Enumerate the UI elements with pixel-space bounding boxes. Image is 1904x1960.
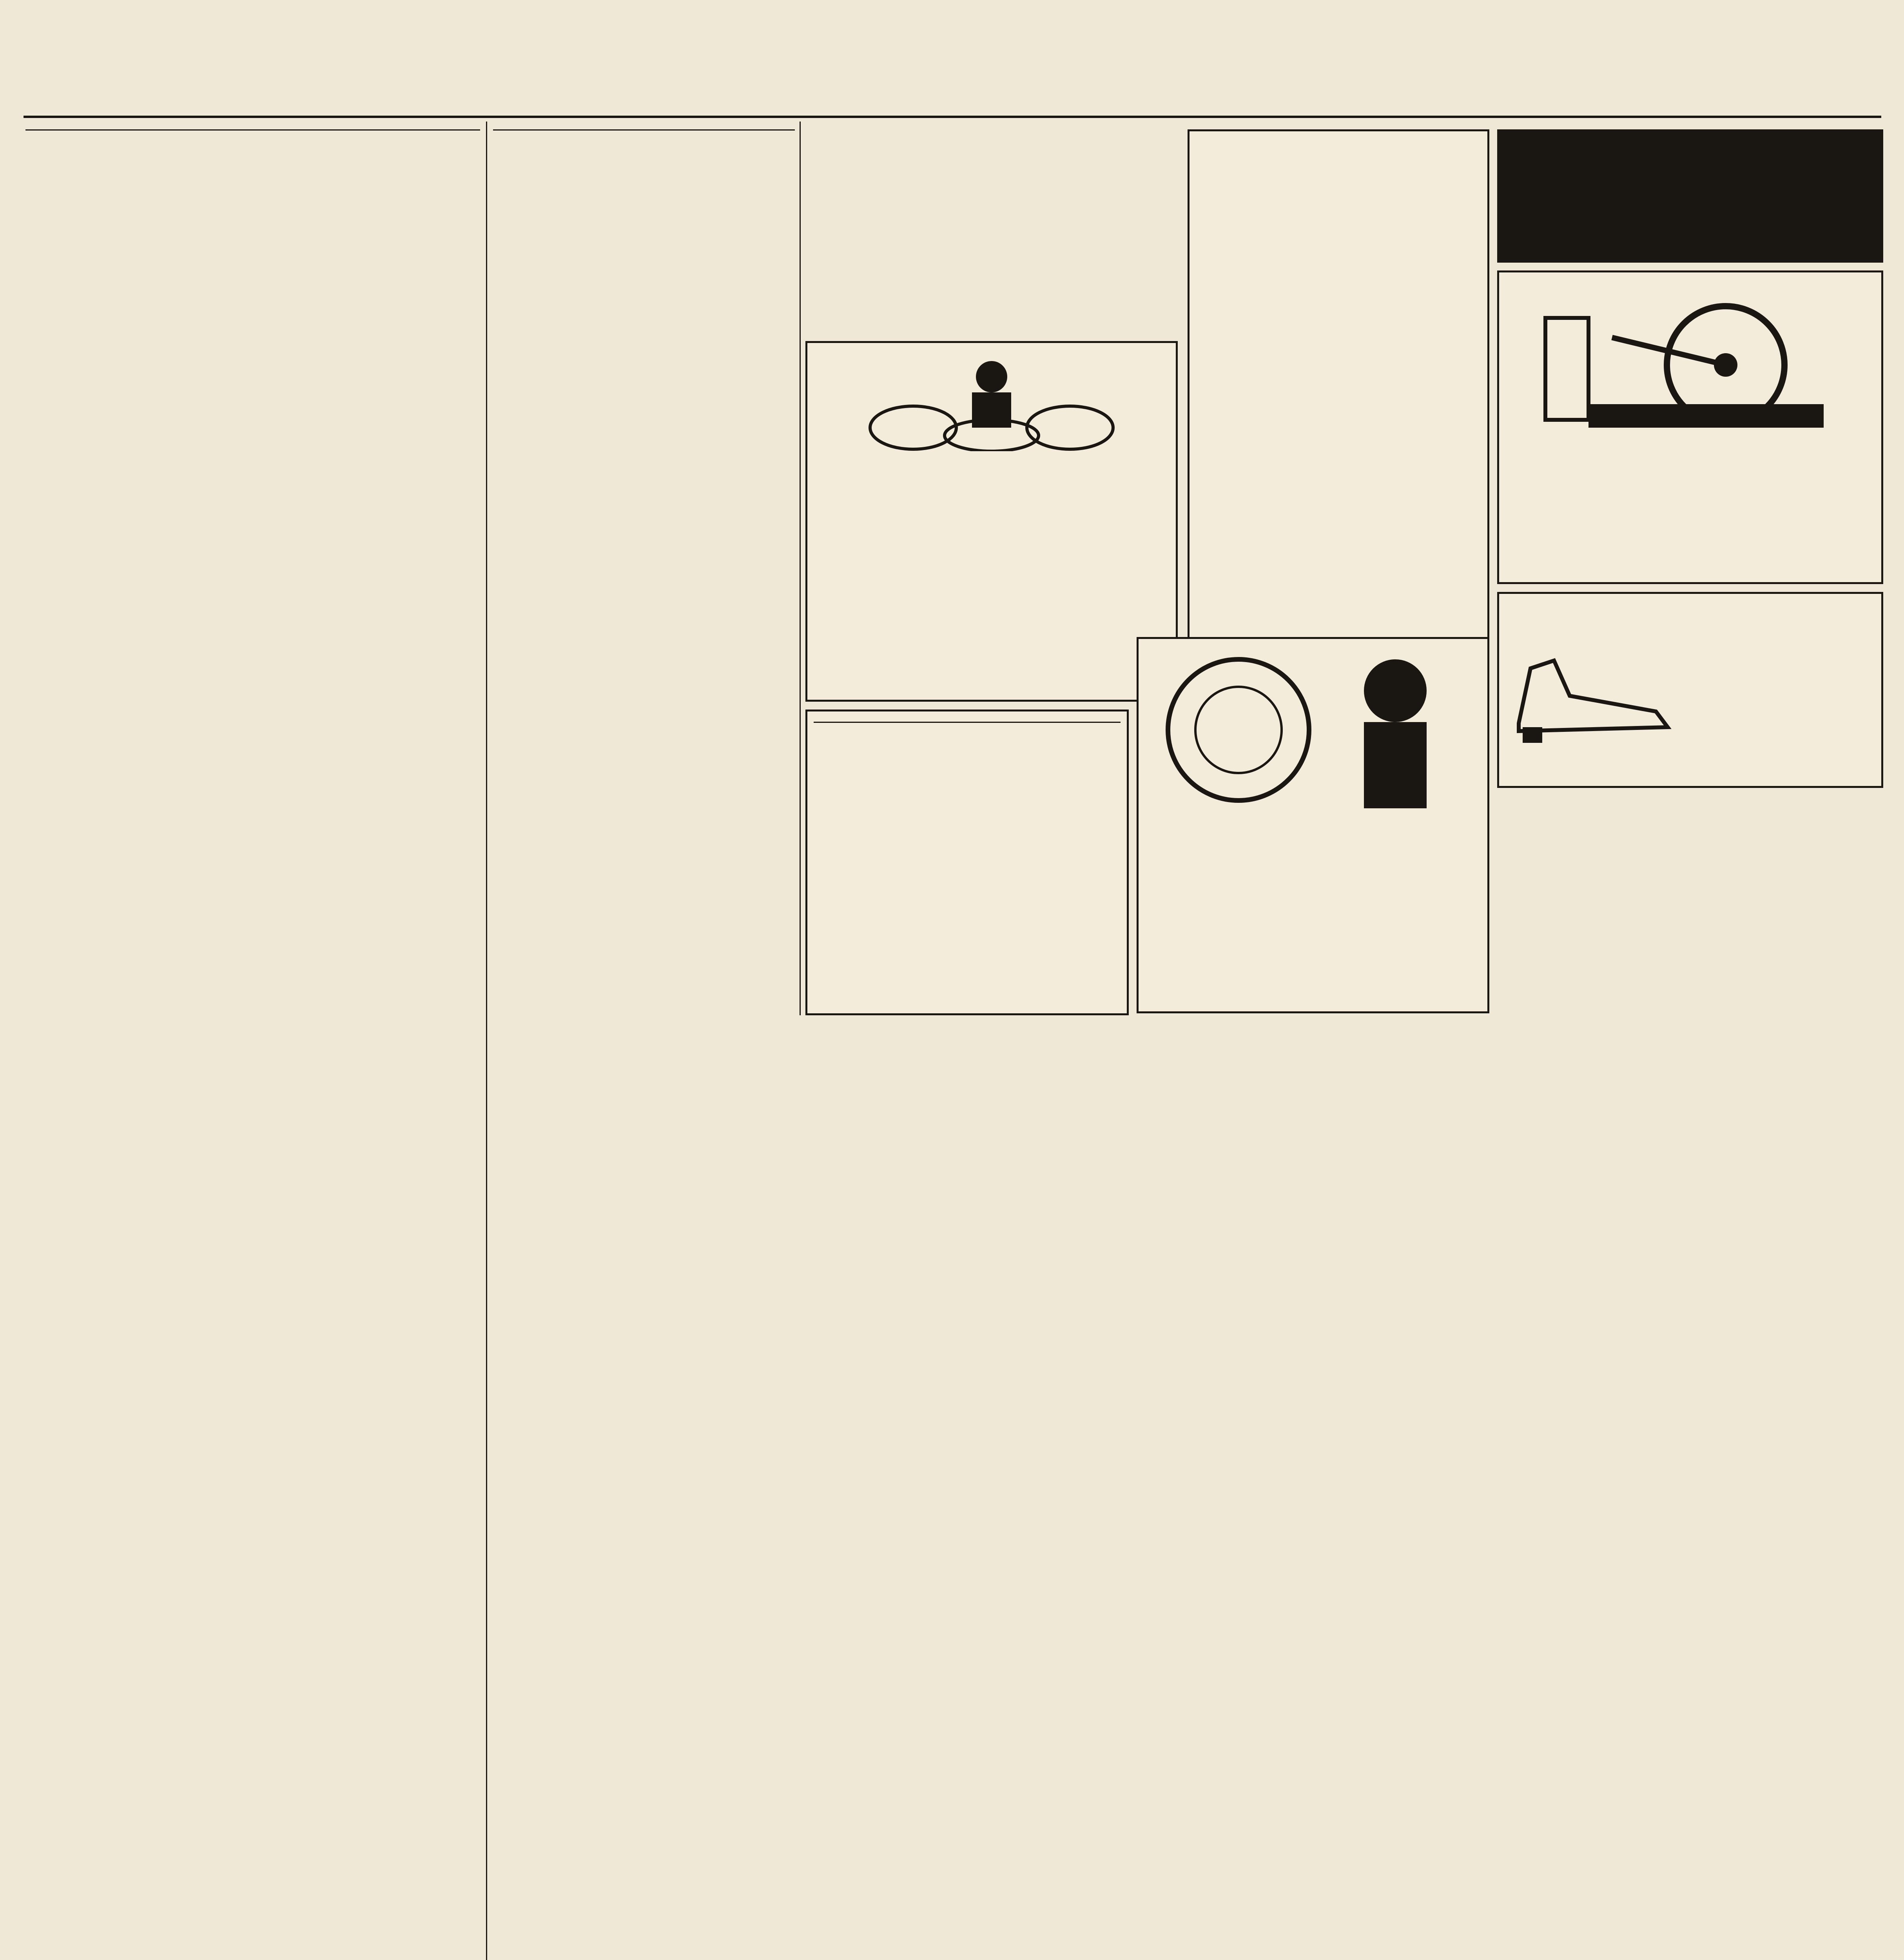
meinl-ad: [805, 341, 1178, 702]
date: [1529, 89, 1748, 113]
page-number: [27, 89, 302, 113]
thymomel-ad: [1188, 129, 1489, 678]
section-rule: [493, 129, 795, 131]
header-rule: [24, 116, 1881, 118]
shoe-cream-tin-illustration: [1152, 648, 1474, 812]
coffee-sacks-illustration: [854, 353, 1129, 451]
eugen-patsch-ad: [805, 710, 1129, 1015]
masthead: [823, 87, 1215, 114]
column-rule-1: [486, 122, 487, 1960]
issue-number: [1752, 89, 1881, 113]
obuv-ad: [1497, 592, 1883, 788]
article-column-1: [25, 125, 480, 1960]
pumpy-motory-ad: [1497, 270, 1883, 584]
sokolsky-krem-ad: [1137, 637, 1489, 1013]
column-rule-2: [800, 122, 801, 1015]
everest-note: [805, 125, 1178, 337]
shoe-illustration: [1507, 645, 1679, 747]
section-rule: [25, 129, 480, 131]
pump-motor-illustration: [1522, 287, 1859, 451]
armada-ad: [1497, 129, 1883, 263]
article-column-2: [493, 125, 795, 1960]
patsch-rule: [814, 722, 1121, 723]
